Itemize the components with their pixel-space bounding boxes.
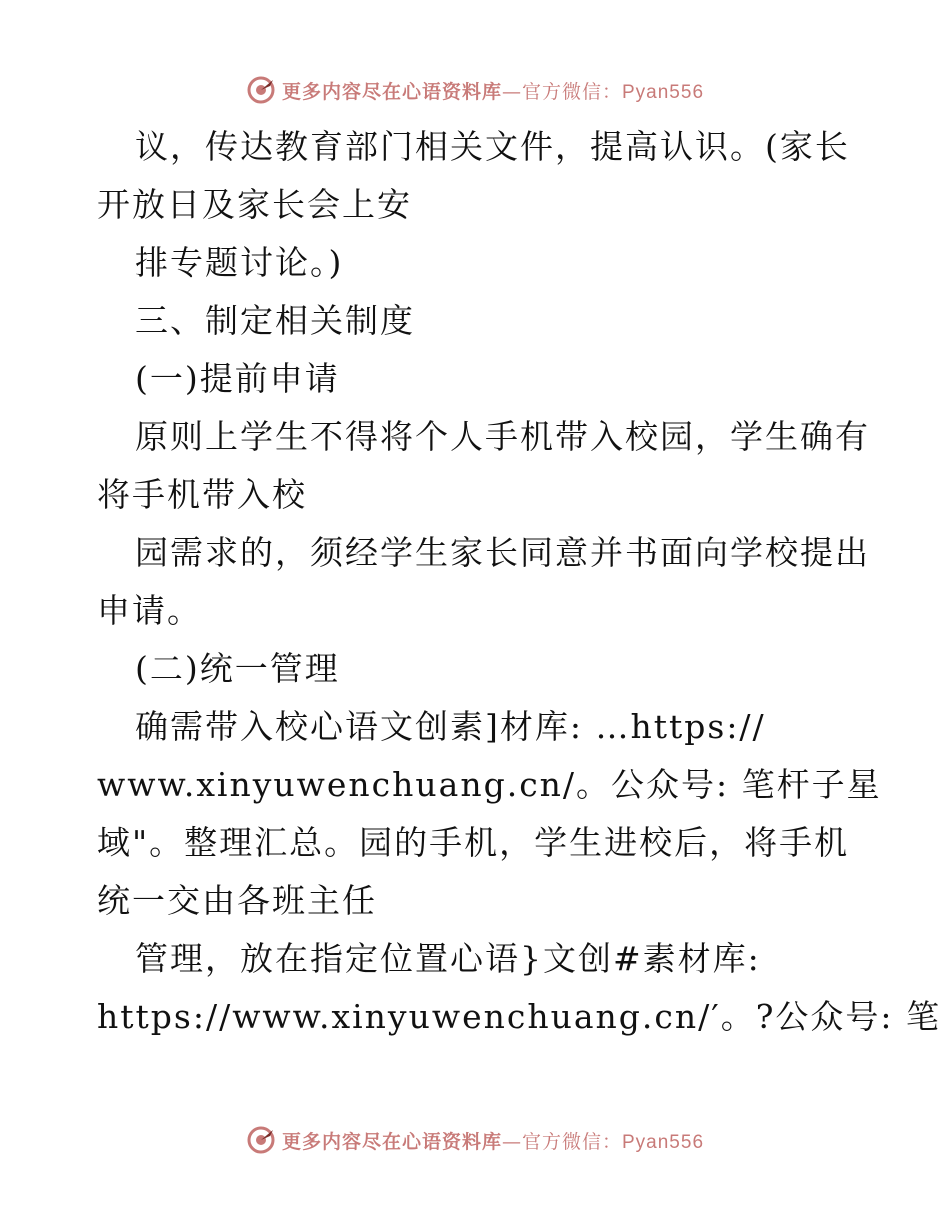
brand-logo-icon — [246, 1125, 276, 1155]
header-banner-separator: — — [502, 80, 522, 103]
text-line: (一)提前申请 — [135, 359, 340, 398]
header-banner — [0, 70, 950, 110]
text-line: (二)统一管理 — [135, 649, 340, 688]
text-line: www.xinyuwenchuang.cn/。公众号: 笔杆子星 — [97, 765, 882, 804]
text-line: 排专题讨论。) — [135, 243, 344, 282]
text-line: 原则上学生不得将个人手机带入校园，学生确有 — [135, 417, 870, 456]
text-line: 将手机带入校 — [97, 475, 307, 514]
text-line: 议，传达教育部门相关文件，提高认识。(家长 — [135, 127, 850, 166]
text-line: https://www.xinyuwenchuang.cn/′。?公众号: 笔 — [97, 997, 942, 1036]
text-line: 域"。整理汇总。园的手机，学生进校后，将手机 — [97, 823, 850, 862]
header-banner-text — [282, 77, 704, 104]
footer-banner-separator: — — [502, 1130, 522, 1153]
text-line: 开放日及家长会上安 — [97, 185, 412, 224]
header-banner-title: 更多内容尽在心语资料库 — [281, 80, 502, 103]
footer-banner-title: 更多内容尽在心语资料库 — [281, 1130, 502, 1153]
text-line: 管理，放在指定位置心语}文创#素材库: — [135, 939, 761, 978]
footer-banner-text — [282, 1127, 704, 1154]
header-banner-wechat: 官方微信：Pyan556 — [522, 81, 705, 103]
footer-banner-wechat: 官方微信：Pyan556 — [522, 1131, 705, 1153]
footer-banner — [0, 1120, 950, 1160]
document-body — [97, 118, 942, 1046]
text-line: 三、制定相关制度 — [135, 301, 415, 340]
text-line: 申请。 — [97, 591, 202, 630]
text-line: 统一交由各班主任 — [97, 881, 377, 920]
text-line: 园需求的，须经学生家长同意并书面向学校提出 — [135, 533, 870, 572]
text-line: 确需带入校心语文创素]材库: …https:// — [135, 707, 766, 746]
brand-logo-icon — [246, 75, 276, 105]
